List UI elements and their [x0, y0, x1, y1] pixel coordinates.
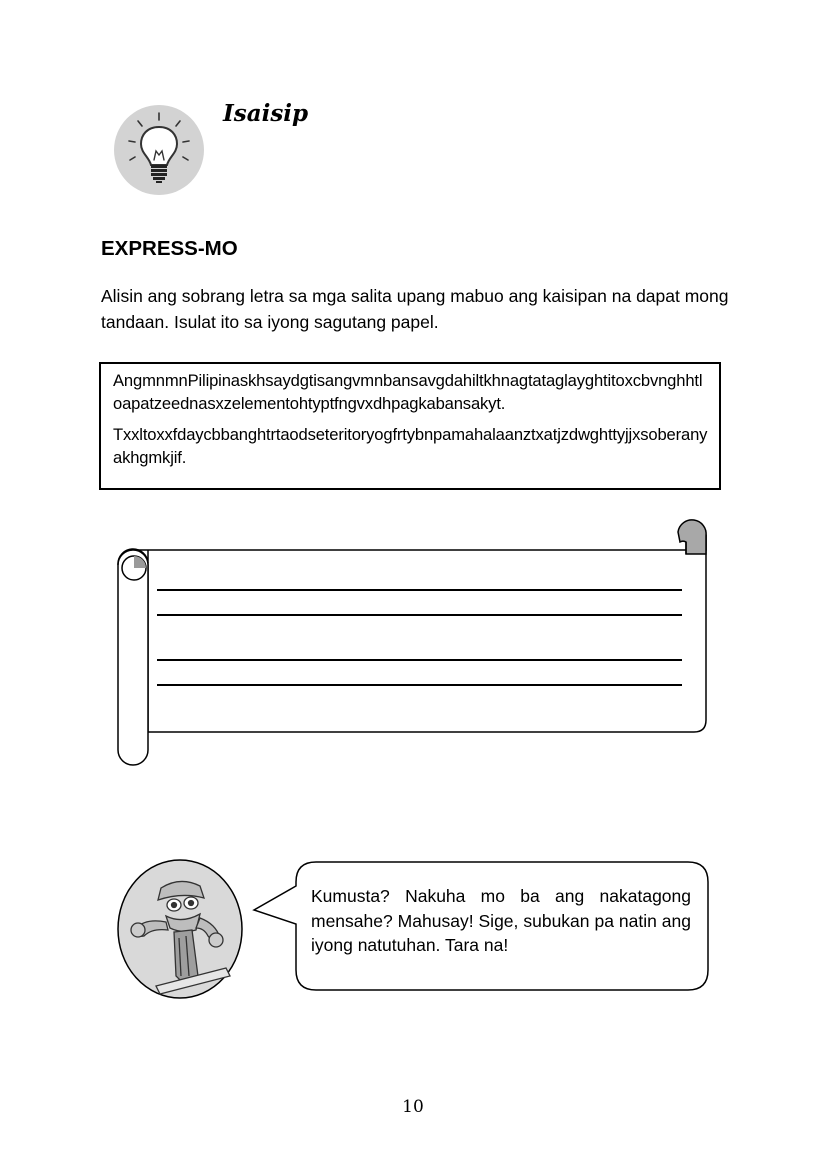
activity-heading: EXPRESS-MO: [101, 237, 238, 260]
robot-mascot-icon: [116, 858, 244, 1000]
lightbulb-icon: [113, 104, 205, 196]
page-number: 10: [402, 1097, 424, 1117]
section-title: Isaisip: [223, 100, 309, 127]
speech-bubble-text: Kumusta? Nakuha mo ba ang nakatagong mensahe? Mahusay! Sige, subukan pa natin ang iyong natutuhan. Tara na!: [311, 886, 691, 955]
puzzle-line-2: Txxltoxxfdaycbbanghtrtaodseteritoryogfrtybnpamahalaanztxatjzdwghttyjjxsoberanyakhgmkjif.: [113, 425, 708, 467]
answer-scroll: [112, 518, 712, 766]
activity-instruction: Alisin ang sobrang letra sa mga salita upang mabuo ang kaisipan na dapat mong tandaan. Isulat ito sa iyong sagutang papel.: [101, 286, 729, 332]
puzzle-box: [99, 362, 721, 490]
puzzle-line-1: AngmnmnPilipinaskhsaydgtisangvmnbansavgdahiltkhnagtataglayghtitoxcbvnghhtloapatzeednasxzelementohtyptfngvxdhpagkabansakyt.: [113, 371, 703, 413]
